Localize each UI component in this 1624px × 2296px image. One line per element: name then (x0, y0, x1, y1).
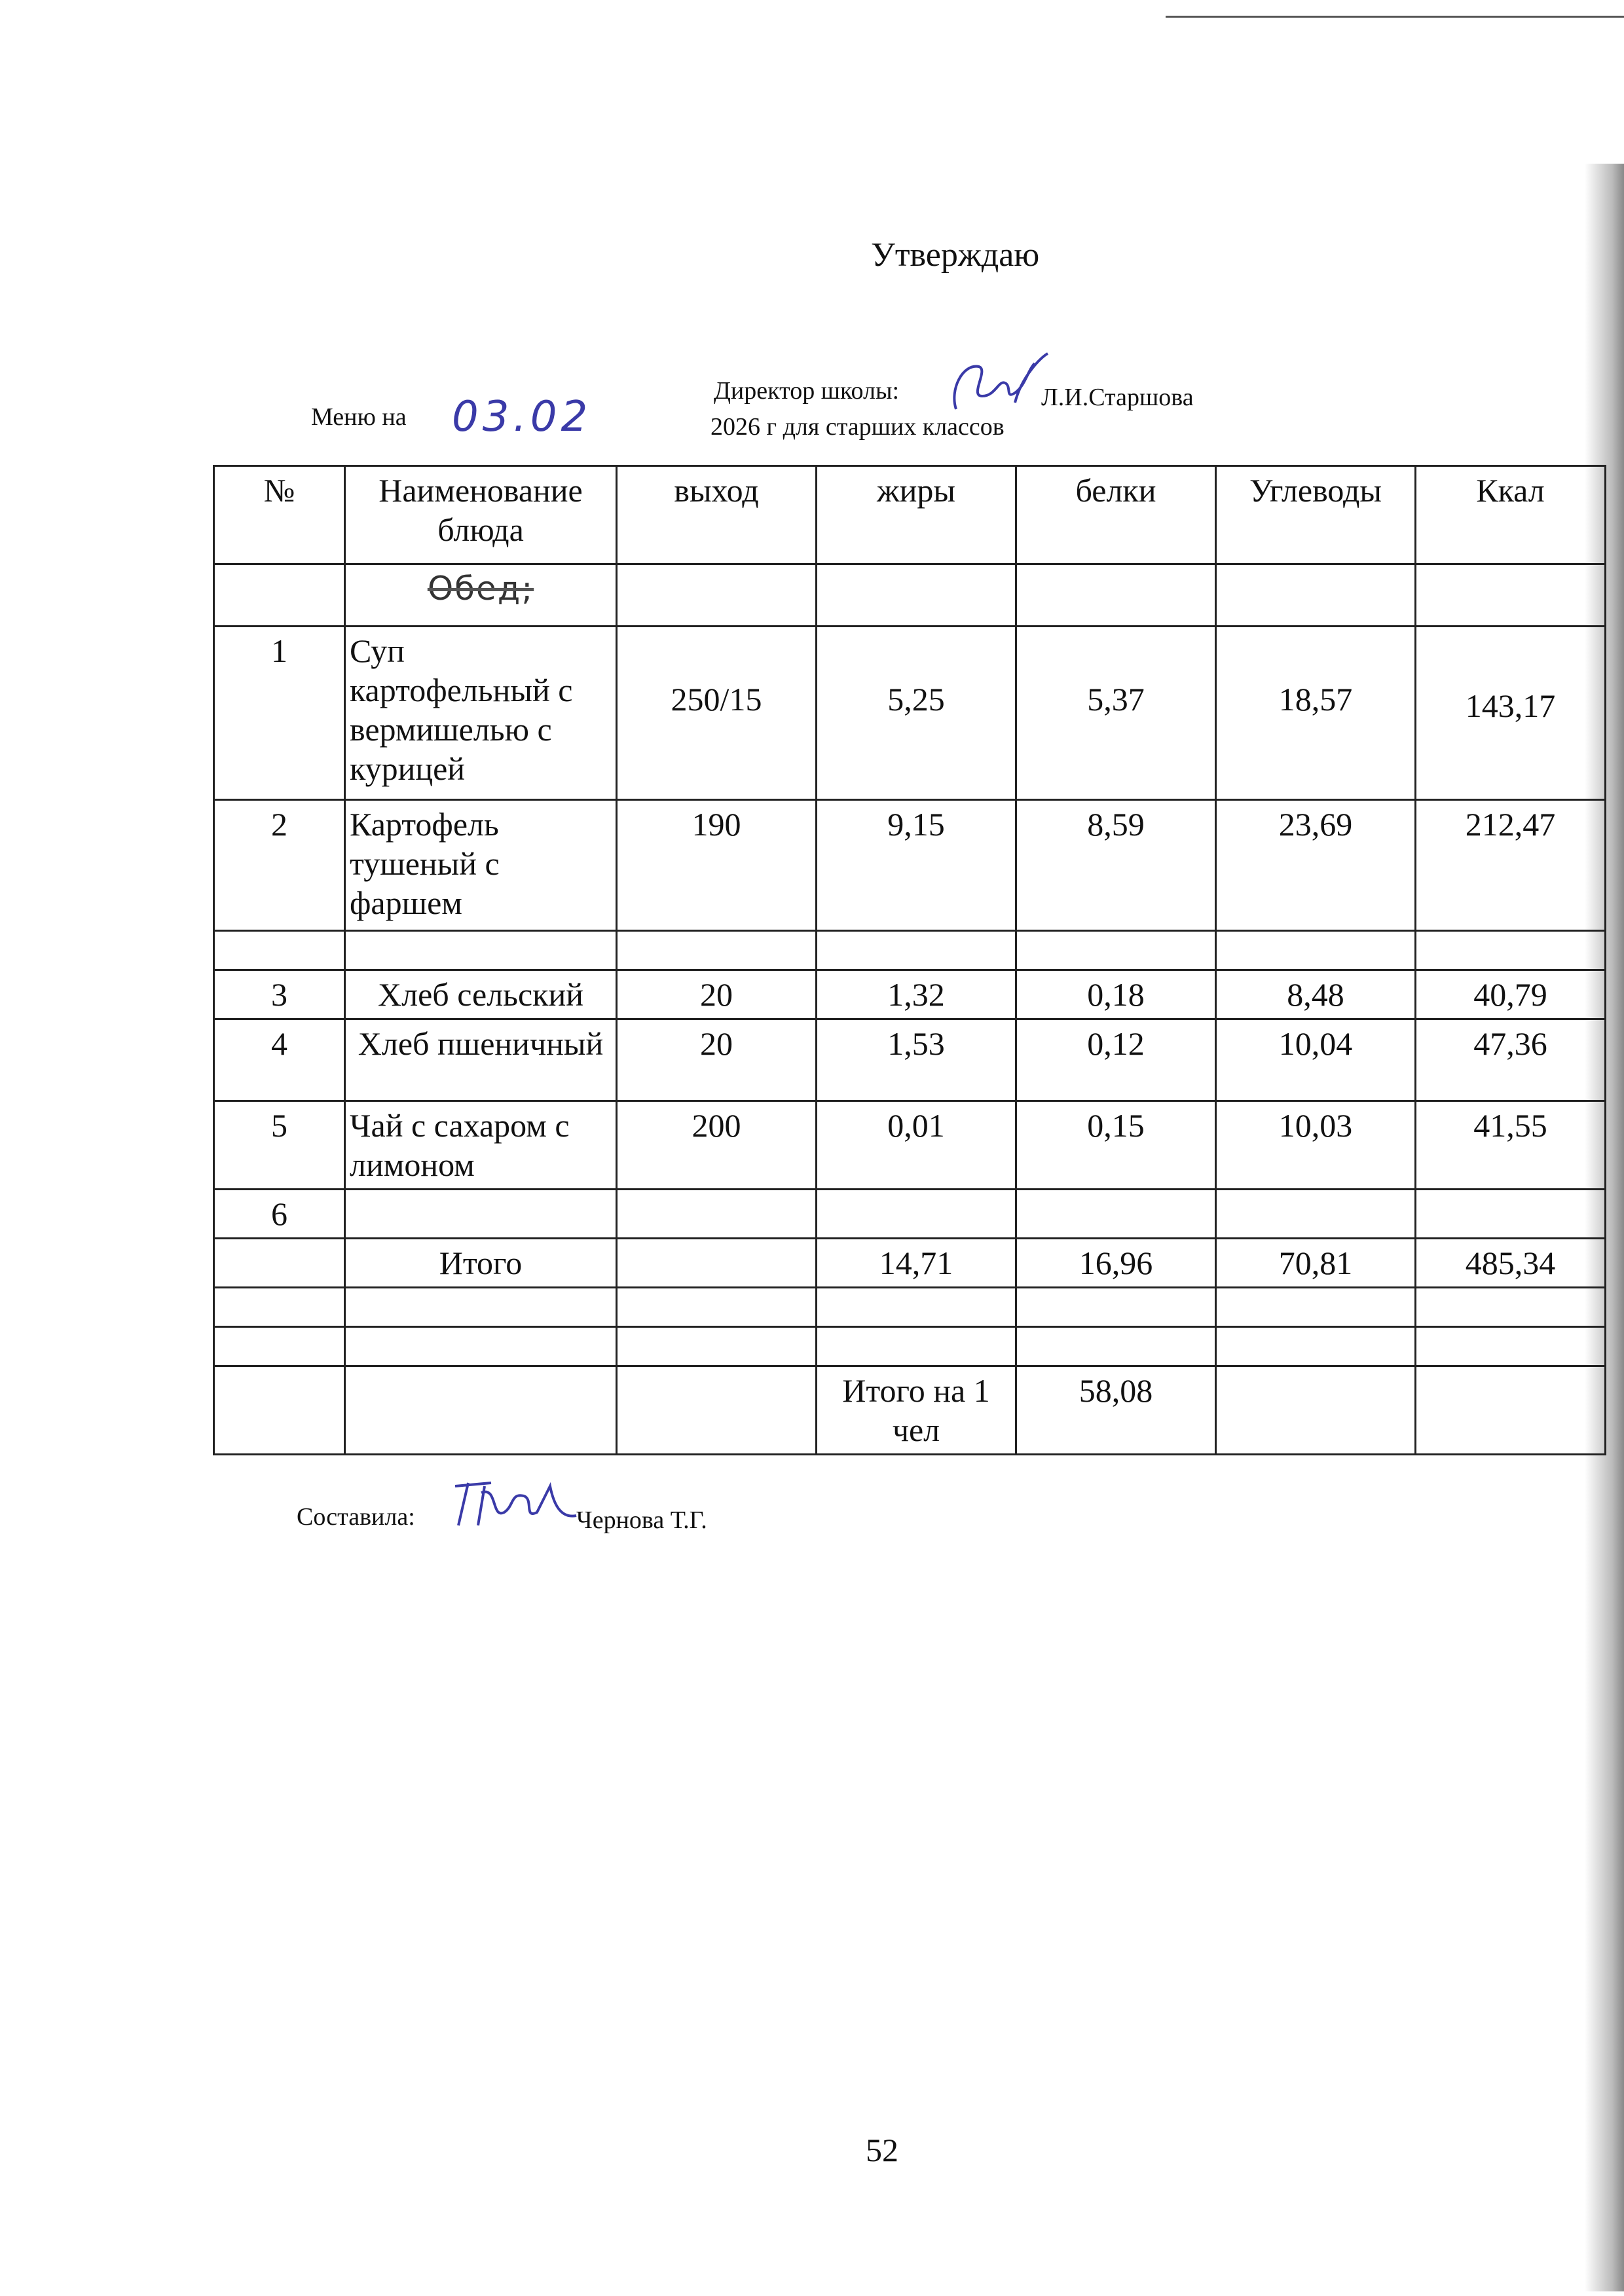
page-number: 52 (866, 2132, 898, 2168)
table-row: 6 (214, 1190, 1606, 1239)
director-name: Л.И.Старшова (1041, 384, 1194, 411)
table-row: 2 Картофель тушеный с фаршем 190 9,15 8,59 23,69 212,47 (214, 800, 1606, 931)
per-person-label: Итого на 1 чел (817, 1366, 1016, 1455)
table-row: 3 Хлеб сельский 20 1,32 0,18 8,48 40,79 (214, 970, 1606, 1019)
composer-signature (452, 1473, 583, 1539)
scan-top-line (1166, 16, 1624, 18)
header-name: Наименование блюда (345, 466, 617, 564)
director-label: Директор школы: (714, 377, 900, 405)
header-fat: жиры (817, 466, 1016, 564)
per-person-row (214, 1366, 1606, 1455)
total-row: Итого 14,71 16,96 70,81 485,34 (214, 1239, 1606, 1288)
year-line: 2026 г для старших классов (710, 413, 1005, 441)
header-num: № (214, 466, 345, 564)
header-kcal: Ккал (1416, 466, 1606, 564)
approve-heading: Утверждаю (871, 236, 1040, 274)
meal-row (214, 564, 1606, 627)
empty-row (214, 931, 1606, 970)
header-output: выход (617, 466, 817, 564)
per-person-value: 58,08 (1016, 1366, 1216, 1455)
header-carbs: Углеводы (1216, 466, 1416, 564)
table-row: 5 Чай с сахаром с лимоном 200 0,01 0,15 10,03 41,55 (214, 1101, 1606, 1190)
empty-row (214, 1327, 1606, 1366)
table-row: 1 Суп картофельный с вермишелью с курицей 250/15 5,25 5,37 18,57 143,17 (214, 627, 1606, 800)
composed-label: Составила: (297, 1503, 415, 1531)
header-protein: белки (1016, 466, 1216, 564)
menu-date: 03.02 (452, 393, 592, 441)
director-signature (943, 350, 1054, 422)
menu-label: Меню на (311, 403, 407, 431)
meal-label: Обед; (427, 570, 534, 608)
table-header-row (214, 466, 1606, 564)
menu-table (213, 465, 1606, 1455)
table-row: 4 Хлеб пшеничный 20 1,53 0,12 10,04 47,36 (214, 1019, 1606, 1101)
total-label: Итого (345, 1239, 617, 1288)
composer-name: Чернова Т.Г. (576, 1506, 707, 1534)
empty-row (214, 1288, 1606, 1327)
